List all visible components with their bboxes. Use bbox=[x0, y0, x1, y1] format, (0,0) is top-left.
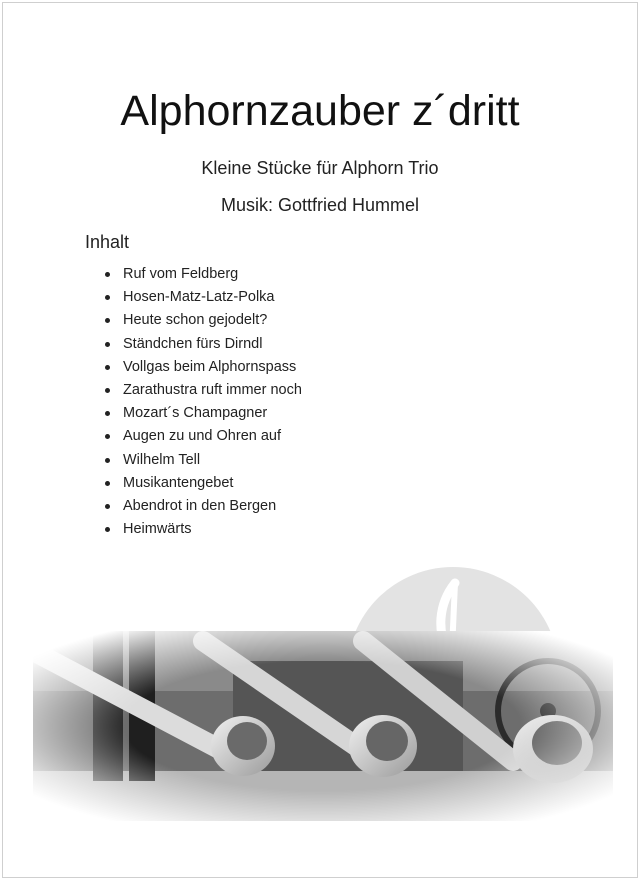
composer-credit: Musik: Gottfried Hummel bbox=[220, 195, 420, 215]
list-item: Ruf vom Feldberg bbox=[103, 263, 302, 286]
alphorns-photo bbox=[33, 631, 613, 821]
list-item: Musikantengebet bbox=[103, 472, 302, 495]
list-item: Zarathustra ruft immer noch bbox=[103, 379, 302, 402]
list-item: Ständchen fürs Dirndl bbox=[103, 333, 302, 356]
contents-heading: Inhalt bbox=[85, 232, 130, 252]
list-item: Mozart´s Champagner bbox=[103, 402, 302, 425]
document-page bbox=[2, 2, 638, 878]
list-item: Hosen-Matz-Latz-Polka bbox=[103, 286, 302, 309]
document-subtitle: Kleine Stücke für Alphorn Trio bbox=[201, 158, 439, 178]
list-item: Heimwärts bbox=[103, 518, 302, 541]
list-item: Vollgas beim Alphornspass bbox=[103, 356, 302, 379]
list-item: Wilhelm Tell bbox=[103, 449, 302, 472]
document-title: Alphornzauber z´dritt bbox=[120, 87, 520, 135]
list-item: Heute schon gejodelt? bbox=[103, 309, 302, 332]
list-item: Abendrot in den Bergen bbox=[103, 495, 302, 518]
contents-list bbox=[103, 263, 302, 541]
list-item: Augen zu und Ohren auf bbox=[103, 425, 302, 448]
